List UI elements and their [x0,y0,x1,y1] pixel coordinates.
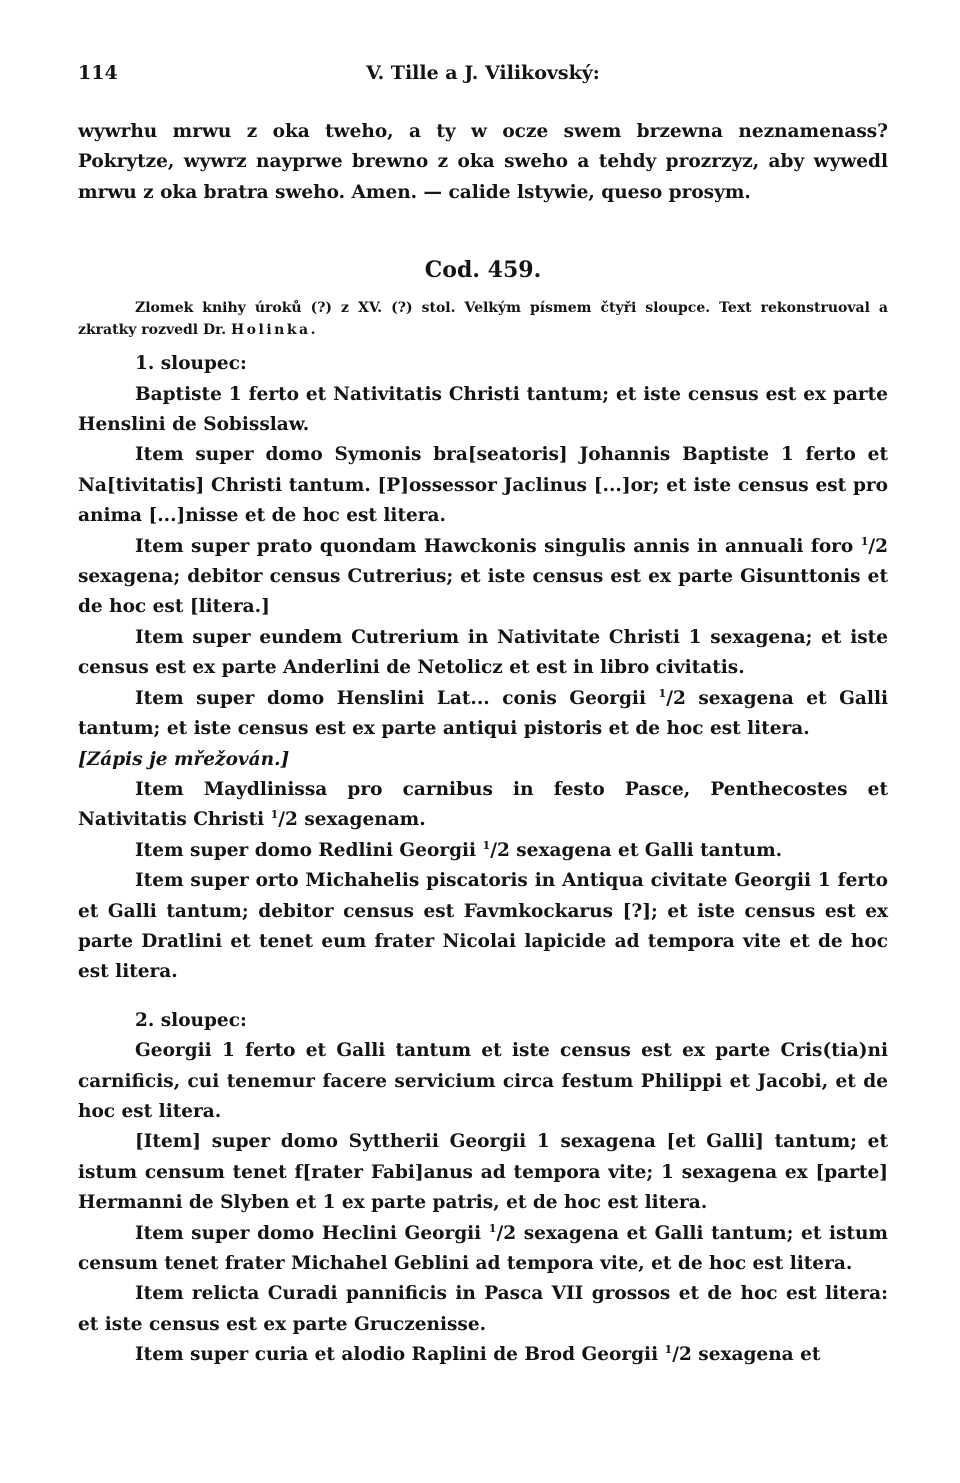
running-title: V. Tille a J. Vilikovský: [366,62,600,84]
fraction-numerator: 1 [488,1221,497,1235]
col1-paragraph: Baptiste 1 ferto et Nativitatis Christi tantum; et iste census est ex parte Henslini de Sobisslaw. [78,383,888,436]
col2-paragraph [78,1340,888,1370]
fraction-numerator: 1 [860,534,869,548]
page-body [78,117,888,1371]
text-fragment: Item super domo Heclini Georgii [135,1222,489,1244]
text-fragment: sexagenam. [297,809,426,831]
fraction-denominator: /2 [496,1222,517,1244]
col1-paragraph: Item super domo Symonis bra[seatoris] Johannis Baptiste 1 ferto et Na[tivitatis] Christi tantum. [P]ossessor Jaclinus [...]or; et iste census est pro anima [...]nisse et de hoc est litera. [78,444,888,527]
col2-paragraph [78,1219,888,1280]
note-text: Zlomek knihy úroků (?) z XV. (?) stol. Velkým písmem čtyři sloupce. Text rekonstruoval a zkratky rozvedl Dr. [78,300,888,339]
col1-paragraph: Item super orto Michahelis piscatoris in Antiqua civitate Georgii 1 ferto et Galli tantum; debitor census est Favmkockarus [?]; et iste census est ex parte Dratlini et tenet eum frater Nicolai lapicide ad tempora vite et de hoc est litera. [78,870,888,983]
col1-paragraph: Item super eundem Cutrerium in Nativitate Christi 1 sexagena; et iste census est ex parte Anderlini de Netolicz et est in libro civitatis. [78,626,888,679]
page-number: 114 [78,62,118,84]
column2-heading: 2. sloupec: [135,1009,247,1031]
fraction-denominator: /2 [868,535,888,557]
column1-heading: 1. sloupec: [135,353,247,375]
page-header [78,62,888,92]
col1-paragraph [78,684,888,745]
text-fragment: sexagena et Galli tantum; et iste census est ex parte antiqui pistoris et de hoc est litera. [78,687,888,740]
cod-heading: Cod. 459. [424,257,542,284]
col2-paragraph: [Item] super domo Syttherii Georgii 1 sexagena [et Galli] tantum; et istum censum tenet f[rater Fabi]anus ad tempora vite; 1 sexagena ex [parte] Hermanni de Slyben et 1 ex parte patris, et de hoc est litera. [78,1131,888,1214]
text-fragment: sexagena; debitor census Cutrerius; et iste census est ex parte Gisunttonis et de hoc est [litera.] [78,566,888,618]
crossed-out-note: [Zápis je mřežován.] [78,748,290,770]
col1-paragraph [78,775,888,836]
text-fragment: sexagena et [691,1344,821,1366]
fraction-numerator: 1 [482,838,491,852]
fraction-denominator: /2 [666,687,686,709]
col1-paragraph [78,532,888,623]
text-fragment: Item super prato quondam Hawckonis singulis annis in annuali foro [135,535,861,557]
col2-paragraph: Georgii 1 ferto et Galli tantum et iste census est ex parte Cris(tia)ni carnificis, cui tenemur facere servicium circa festum Philippi et Jacobi, et de hoc est litera. [78,1040,888,1122]
text-fragment: sexagena et Galli tantum. [509,839,783,861]
editorial-note [78,297,888,341]
fraction-numerator: 1 [270,808,279,822]
note-end: . [310,322,316,339]
col2-paragraph: Item relicta Curadi pannificis in Pasca VII grossos et de hoc est litera: et iste census est ex parte Gruczenisse. [78,1283,888,1335]
text-fragment: Item super curia et alodio Raplini de Brod Georgii [135,1344,665,1366]
fraction-numerator: 1 [664,1343,673,1357]
fraction-numerator: 1 [658,686,667,700]
fraction-denominator: /2 [672,1344,692,1366]
text-fragment: Item super domo Henslini Lat... conis Georgii [135,687,659,709]
text-fragment: sexagena et Galli tantum; et istum censum tenet frater Michahel Geblini ad tempora vite, et de hoc est litera. [78,1222,888,1274]
text-fragment: Item super domo Redlini Georgii [135,839,483,861]
fraction-denominator: /2 [278,809,298,831]
fraction-denominator: /2 [490,839,510,861]
col1-paragraph [78,836,888,866]
note-name: Holinka [230,322,311,339]
intro-paragraph: wywrhu mrwu z oka tweho, a ty w ocze swem brzewna neznamenass? Pokrytze, wywrz nayprwe brewno z oka sweho a tehdy prozrzyz, aby wywedl mrwu z oka bratra sweho. Amen. — calide lstywie, queso prosym. [78,121,888,203]
text-fragment: Item Maydlinissa pro carnibus in festo Pasce, Penthecostes et Nativitatis Christi [78,778,888,831]
